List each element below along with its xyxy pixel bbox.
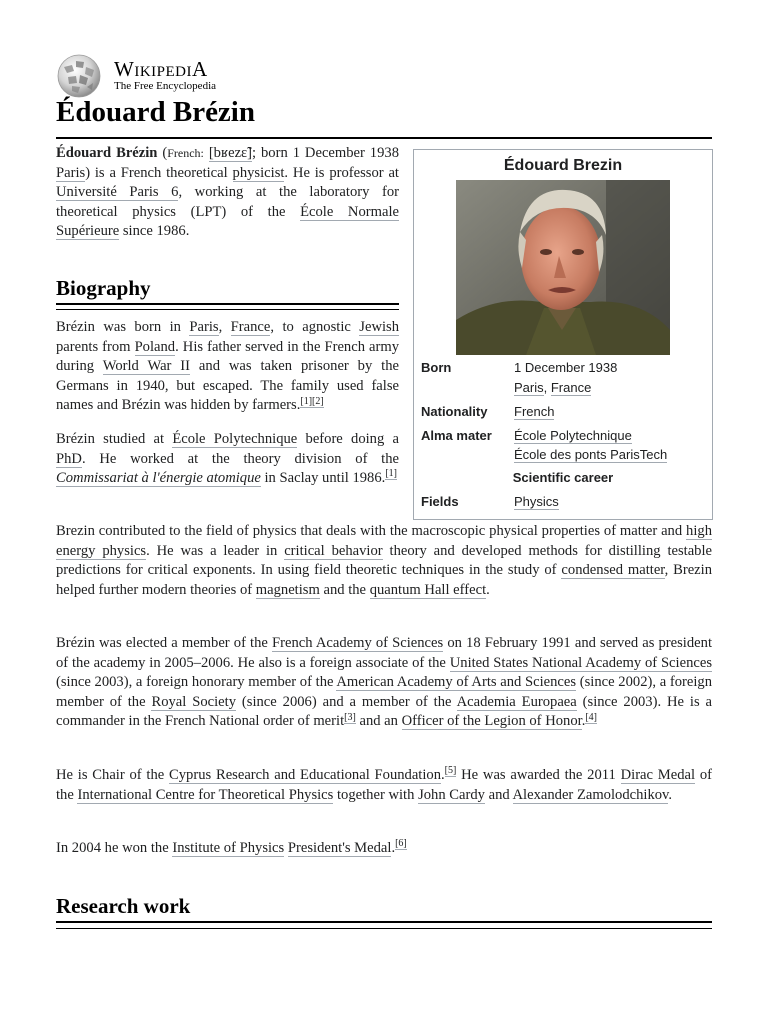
link-alexander-zamolodchikov[interactable]: Alexander Zamolodchikov (512, 786, 669, 803)
infobox-link-ecole-des-ponts[interactable]: École des ponts ParisTech (514, 447, 668, 462)
link-world-war-ii[interactable]: World War II (102, 358, 191, 375)
section-heading-biography: Biography (56, 276, 151, 300)
link-magnetism[interactable]: magnetism (255, 581, 320, 598)
reference-2[interactable]: [2] (312, 395, 324, 407)
infobox-section-scientific-career: Scientific career (512, 470, 614, 485)
wikipedia-globe-icon (56, 53, 102, 99)
infobox-value-alma-2 (514, 447, 667, 462)
portrait-image (456, 180, 670, 355)
link-poland[interactable]: Poland (134, 338, 176, 355)
infobox-value-alma-1 (514, 428, 632, 443)
infobox-label-fields: Fields (421, 494, 459, 509)
link-phd[interactable]: PhD (56, 450, 82, 467)
research-underline (56, 921, 712, 923)
biography-paragraph-2: Brézin studied at École Polytechnique before doing a PhD. He worked at the theory division of the Commissariat à l'énergie atomique in Saclay until 1986.[1] (56, 431, 399, 487)
biography-paragraph-6: In 2004 he won the Institute of Physics President's Medal.[6] (56, 838, 407, 856)
link-ecole-polytechnique[interactable]: École Polytechnique (172, 431, 298, 447)
link-ecole-normale-superieure[interactable]: École Normale Supérieure (56, 203, 399, 240)
link-institute-of-physics[interactable]: Institute of Physics (172, 840, 285, 856)
lead-paragraph: Édouard Brézin (French: [bʁezɛ̃]; born 1 December 1938 Paris) is a French theoretical physicist. He is professor at Université Paris 6, working at the laboratory for theoretical physics (LPT) of the École Normale Supérieure since 1986. (56, 145, 399, 240)
infobox-link-ecole-polytechnique[interactable]: École Polytechnique (514, 428, 632, 443)
section-heading-research-work: Research work (56, 894, 191, 918)
language-label: French: (167, 146, 204, 160)
infobox (413, 149, 713, 520)
reference-1b[interactable]: [1] (385, 468, 397, 480)
reference-4[interactable]: [4] (585, 711, 598, 723)
biography-paragraph-1: Brézin was born in Paris, France, to agnostic Jewish parents from Poland. His father served in the French army during World War II and was taken prisoner by the Germans in 1940, but escaped. The family used false names and Brézin was hidden by farmers.[1][2] (56, 319, 400, 414)
subject-name: Édouard Brézin (56, 145, 158, 161)
biography-underline (56, 303, 399, 305)
title-underline (56, 137, 712, 139)
wordmark: WIKIPEDIA (114, 57, 208, 81)
link-john-cardy[interactable]: John Cardy (418, 786, 485, 803)
infobox-label-alma-mater: Alma mater (421, 428, 492, 443)
link-us-national-academy-of-sciences[interactable]: United States National Academy of Sciences (449, 654, 712, 671)
reference-3[interactable]: [3] (344, 711, 356, 723)
infobox-value-fields (514, 494, 559, 509)
infobox-label-nationality: Nationality (421, 404, 488, 419)
link-cea[interactable]: Commissariat à l'énergie atomique (56, 470, 261, 487)
link-dirac-medal[interactable]: Dirac Medal (620, 767, 696, 783)
biography-underline-2 (56, 309, 399, 310)
infobox-value-born-date: 1 December 1938 (514, 360, 618, 375)
link-france[interactable]: France (230, 319, 271, 335)
link-high-energy-physics[interactable]: high energy physics (56, 523, 712, 559)
link-jewish[interactable]: Jewish (359, 319, 400, 335)
link-academia-europaea[interactable]: Academia Europaea (456, 693, 577, 710)
infobox-link-paris[interactable]: Paris (514, 380, 544, 395)
infobox-link-french[interactable]: French (514, 404, 555, 419)
page-title: Édouard Brézin (56, 96, 255, 128)
infobox-label-born: Born (421, 360, 452, 375)
link-condensed-matter[interactable]: condensed matter (561, 562, 665, 579)
link-presidents-medal[interactable]: President's Medal (287, 840, 392, 856)
link-cyprus-research-foundation[interactable]: Cyprus Research and Educational Foundation (169, 767, 442, 783)
infobox-link-france[interactable]: France (550, 380, 592, 395)
biography-paragraph-5: He is Chair of the Cyprus Research and Educational Foundation.[5] He was awarded the 2011 Dirac Medal of the International Centre for Theoretical Physics together with John Cardy and Alexander Zamolodchikov. (56, 765, 712, 803)
reference-1[interactable]: [1] (300, 395, 313, 407)
infobox-title: Édouard Brezin (503, 157, 623, 174)
link-quantum-hall-effect[interactable]: quantum Hall effect (369, 581, 487, 598)
reference-5[interactable]: [5] (444, 765, 457, 777)
link-paris[interactable]: Paris (56, 164, 86, 181)
link-physicist[interactable]: physicist (232, 164, 285, 181)
infobox-link-physics[interactable]: Physics (514, 494, 559, 509)
biography-paragraph-3: Brezin contributed to the field of physics that deals with the macroscopic physical properties of matter and high energy physics. He was a leader in critical behavior theory and developed methods for distilling testable predictions for critical exponents. In using field theoretic techniques in the study of condensed matter, Brezin helped further modern theories of magnetism and the quantum Hall effect. (56, 523, 713, 598)
link-royal-society[interactable]: Royal Society (151, 693, 237, 710)
ipa-link[interactable]: [bʁezɛ̃] (208, 145, 253, 161)
infobox-value-born-place: Paris, France (514, 380, 592, 395)
link-critical-behavior[interactable]: critical behavior (284, 542, 383, 559)
link-paris-2[interactable]: Paris (189, 319, 219, 335)
research-underline-2 (56, 928, 712, 929)
link-american-academy-of-arts-and-sciences[interactable]: American Academy of Arts and Sciences (336, 674, 577, 691)
link-french-academy-of-sciences[interactable]: French Academy of Sciences (272, 635, 444, 651)
infobox-value-nationality (514, 404, 554, 419)
biography-paragraph-4: Brézin was elected a member of the French Academy of Sciences on 18 February 1991 and served as president of the academy in 2005–2006. He also is a foreign associate of the United States National Academy of Sciences (since 2003), a foreign honorary member of the American Academy of Arts and Sciences (since 2002), a foreign member of the Royal Society (since 2006) and a member of the Academia Europaea (since 2003). He is a commander in the French National order of merit[3] and an Officer of the Legion of Honor.[4] (56, 635, 713, 730)
tagline: The Free Encyclopedia (114, 80, 217, 92)
link-ictp[interactable]: International Centre for Theoretical Physics (77, 786, 334, 803)
portrait-photo[interactable] (456, 180, 670, 355)
link-universite-paris-6[interactable]: Université Paris 6 (56, 184, 179, 201)
link-legion-of-honor[interactable]: Officer of the Legion of Honor (401, 713, 582, 730)
reference-6[interactable]: [6] (395, 838, 407, 850)
wikipedia-logo[interactable] (56, 53, 256, 99)
